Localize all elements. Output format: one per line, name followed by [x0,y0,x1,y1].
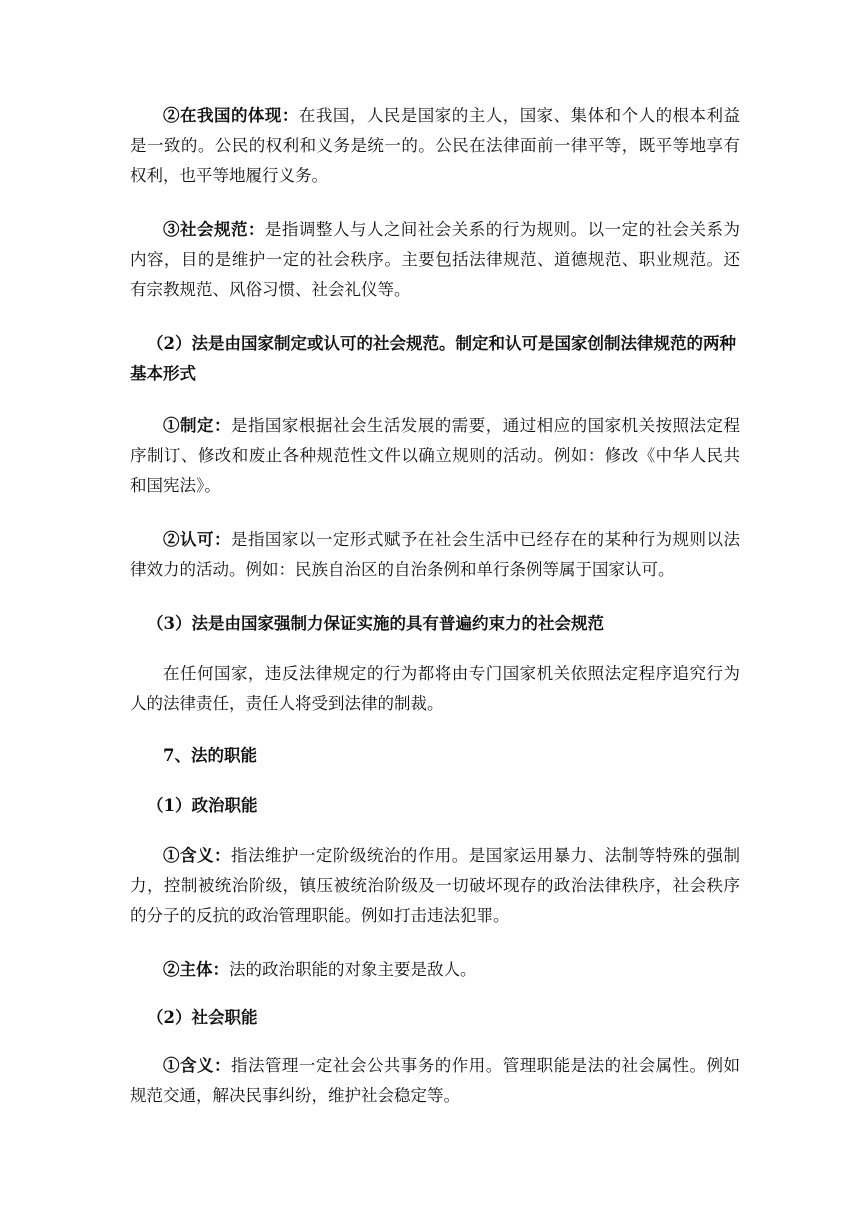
section-heading-3: （3）法是由国家强制力保证实施的具有普遍约束力的社会规范 [147,614,604,633]
section-heading-2: （2）法是由国家制定或认可的社会规范。制定和认可是国家创制法律规范的两种基本形式 [130,334,736,383]
paragraph-text: 在任何国家，违反法律规定的行为都将由专门国家机关依照法定程序追究行为人的法律责任，责任人将受到法律的制裁。 [130,664,740,713]
paragraph-text: 是指国家根据社会生活发展的需要，通过相应的国家机关按照法定程序制订、修改和废止各种规范性文件以确立规则的活动。例如：修改《中华人民共和国宪法》。 [130,416,741,495]
section-heading-social: （2）社会职能 [147,1008,258,1027]
paragraph-social-meaning [130,1051,740,1111]
paragraph-political-subject [130,955,740,985]
paragraph-enforcement [130,659,740,719]
paragraph-recognition [130,525,740,585]
section-heading-functions: 7、法的职能 [163,746,257,765]
paragraph-social-norms [130,215,740,305]
paragraph-text: 指法维护一定阶级统治的作用。是国家运用暴力、法制等特殊的强制力，控制被统治阶级，镇压被统治阶级及一切破坏现存的政治法律秩序，社会秩序的分子的反抗的政治管理职能。例如打击违法犯罪。 [130,846,741,925]
section-heading-political: （1）政治职能 [147,796,258,815]
paragraph-lead: ②在我国的体现： [163,106,299,125]
paragraph-lead: ①制定： [163,416,231,435]
paragraph-text: 是指国家以一定形式赋予在社会生活中已经存在的某种行为规则以法律效力的活动。例如：民族自治区的自治条例和单行条例等属于国家认可。 [130,530,741,579]
paragraph-lead: ②认可： [163,530,231,549]
paragraph-text: 指法管理一定社会公共事务的作用。管理职能是法的社会属性。例如规范交通，解决民事纠纷，维护社会稳定等。 [130,1056,741,1105]
paragraph-lead: ①含义： [163,846,231,865]
paragraph-lead: ③社会规范： [163,220,265,239]
paragraph-lead: ②主体： [163,960,229,979]
paragraph-enactment [130,411,740,501]
paragraph-text: 法的政治职能的对象主要是敌人。 [229,960,477,979]
paragraph-text: 在我国，人民是国家的主人，国家、集体和个人的根本利益是一致的。公民的权利和义务是统一的。公民在法律面前一律平等，既平等地享有权利，也平等地履行义务。 [130,106,741,185]
paragraph-embodiment-in-china [130,101,740,191]
paragraph-text: 是指调整人与人之间社会关系的行为规则。以一定的社会关系为内容，目的是维护一定的社会秩序。主要包括法律规范、道德规范、职业规范。还有宗教规范、风俗习惯、社会礼仪等。 [130,220,741,299]
paragraph-lead: ①含义： [163,1056,231,1075]
paragraph-political-meaning [130,841,740,931]
